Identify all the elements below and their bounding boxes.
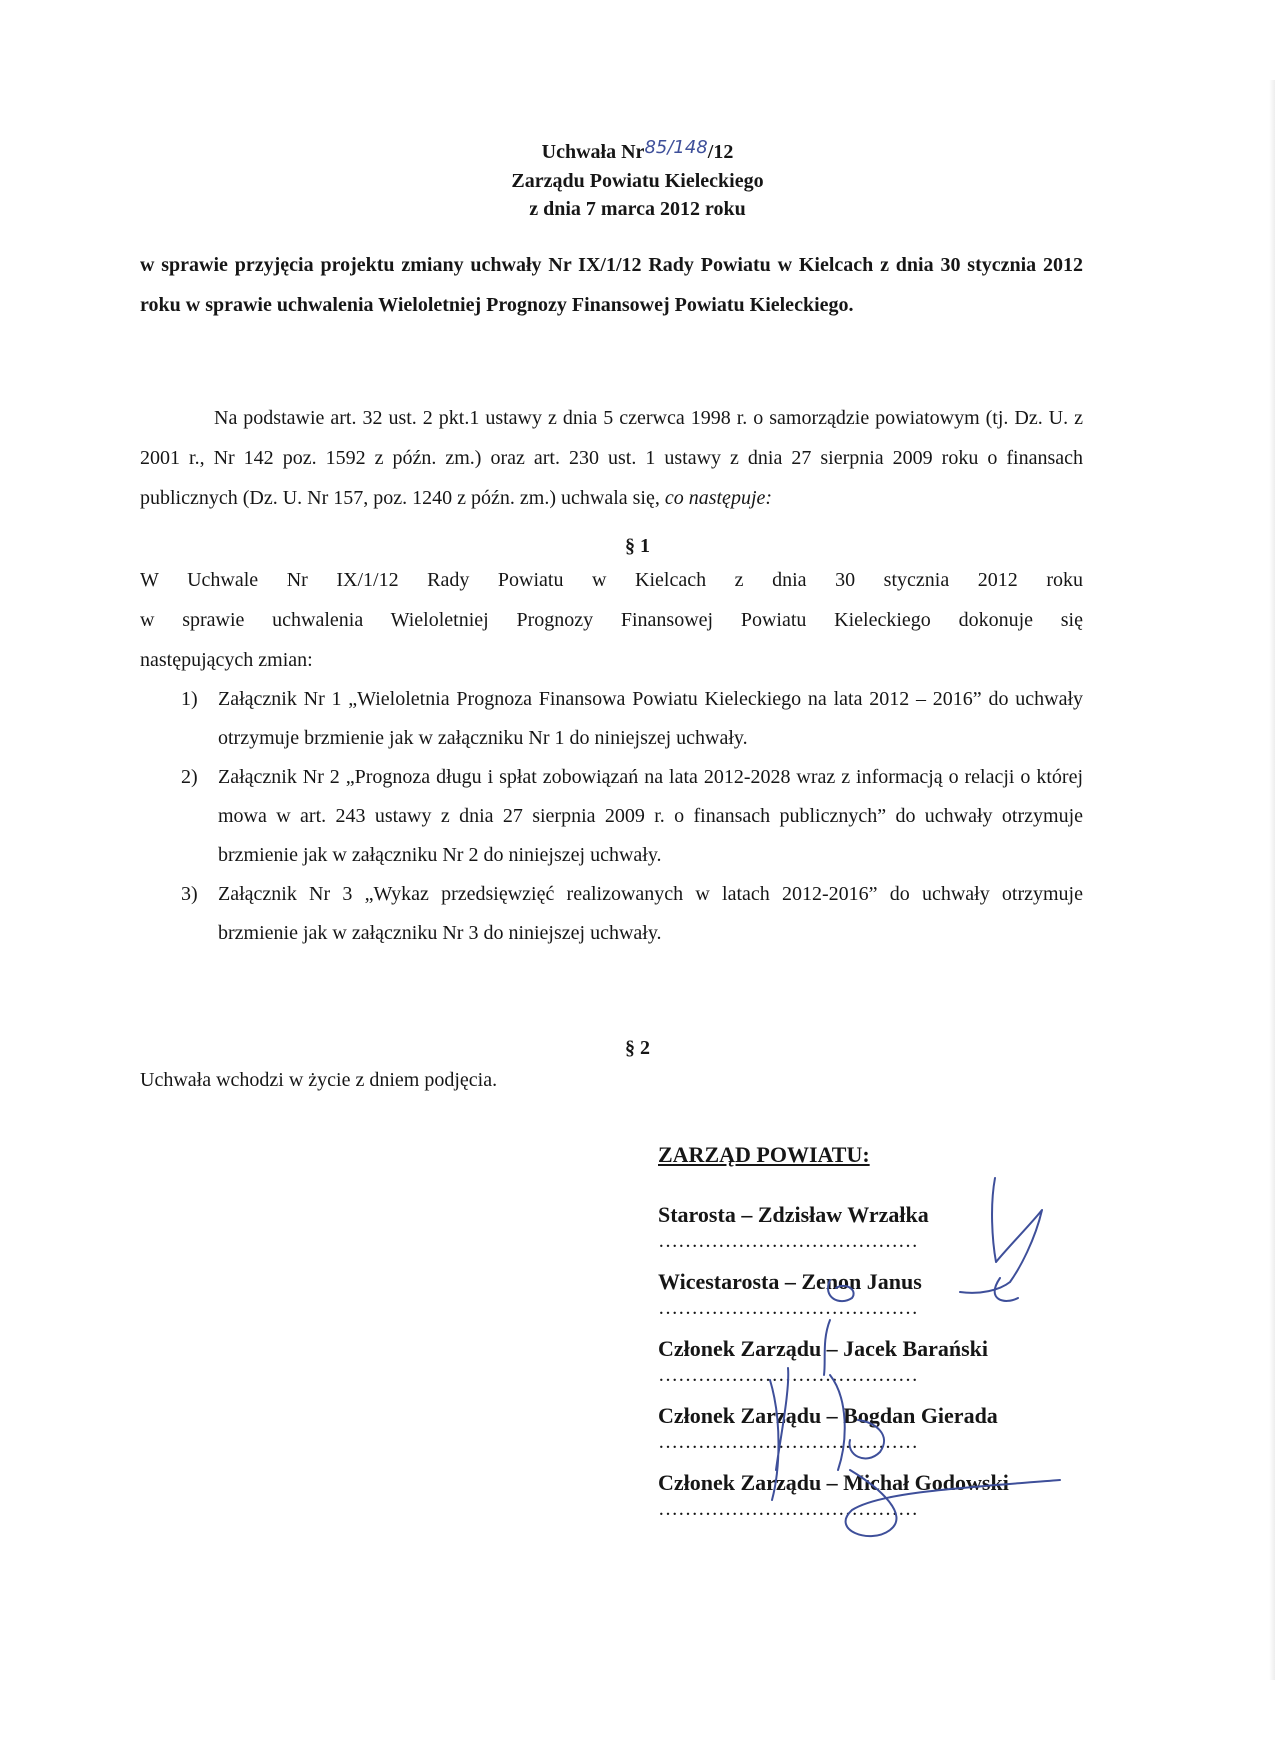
signature-line: …………………………………: [658, 1364, 918, 1386]
section-1-intro-line-2: w sprawie uchwalenia Wieloletniej Prognozy Finansowej Powiatu Kieleckiego dokonuje się: [140, 609, 1083, 631]
section-1-mark: § 1: [625, 535, 650, 557]
member-gierada: Członek Zarządu – Bogdan Gierada: [658, 1403, 998, 1428]
signature-line: …………………………………: [658, 1230, 918, 1252]
list-item-number: 1): [181, 688, 198, 710]
resolution-subject: w sprawie przyjęcia projektu zmiany uchwały Nr IX/1/12 Rady Powiatu w Kielcach z dnia 30 stycznia 2012 roku w sprawie uchwalenia Wieloletniej Prognozy Finansowej Powiatu Kieleckiego.: [140, 254, 1083, 316]
resolution-date: z dnia 7 marca 2012 roku: [529, 198, 746, 220]
legal-basis-closing: co następuje:: [664, 487, 773, 509]
list-item-text: Załącznik Nr 3 „Wykaz przedsięwzięć realizowanych w latach 2012-2016” do uchwały otrzymuje brzmienie jak w załączniku Nr 3 do niniejszej uchwały.: [218, 883, 1083, 944]
member-starosta: Starosta – Zdzisław Wrzałka: [658, 1202, 929, 1227]
section-2-mark: § 2: [625, 1037, 650, 1059]
signature-line: …………………………………: [658, 1297, 918, 1319]
member-wicestarosta: Wicestarosta – Zenon Janus: [658, 1269, 922, 1294]
resolution-number-line: [0, 138, 1275, 167]
board-title: ZARZĄD POWIATU:: [658, 1142, 870, 1167]
legal-basis-paragraph: [140, 398, 1083, 518]
issuing-body: Zarządu Powiatu Kieleckiego: [511, 170, 764, 192]
section-1-intro-line-1: W Uchwale Nr IX/1/12 Rady Powiatu w Kielcach z dnia 30 stycznia 2012 roku: [140, 569, 1083, 591]
list-item-text: Załącznik Nr 1 „Wieloletnia Prognoza Finansowa Powiatu Kieleckiego na lata 2012 – 2016” do uchwały otrzymuje brzmienie jak w załączniku Nr 1 do niniejszej uchwały.: [218, 688, 1083, 749]
list-item-number: 2): [181, 766, 198, 788]
amendments-list: [140, 680, 1083, 953]
list-item-text: Załącznik Nr 2 „Prognoza długu i spłat zobowiązań na lata 2012-2028 wraz z informacją o relacji o której mowa w art. 243 ustawy z dnia 27 sierpnia 2009 r. o finansach publicznych” do uchwały otrzymuje brzmienie jak w załączniku Nr 2 do niniejszej uchwały.: [218, 766, 1083, 866]
list-item: [140, 875, 1083, 953]
signature-line: …………………………………: [658, 1431, 918, 1453]
resolution-number-prefix: Uchwała Nr: [541, 141, 645, 163]
signature-line: …………………………………: [658, 1498, 918, 1520]
entry-into-force-text: Uchwała wchodzi w życie z dniem podjęcia.: [140, 1069, 498, 1091]
legal-basis-text: Na podstawie art. 32 ust. 2 pkt.1 ustawy z dnia 5 czerwca 1998 r. o samorządzie powiatowym (tj. Dz. U. z 2001 r., Nr 142 poz. 1592 z późn. zm.) oraz art. 230 ust. 1 ustawy z dnia 27 sierpnia 2009 roku o finansach publicznych (Dz. U. Nr 157, poz. 1240 z późn. zm.) uchwala się,: [140, 407, 1083, 509]
resolution-number-suffix: /12: [707, 141, 734, 163]
board-signatures: [658, 1140, 1078, 1520]
handwritten-resolution-number: 85/148: [644, 137, 708, 158]
member-godowski: Członek Zarządu – Michał Godowski: [658, 1470, 1009, 1495]
section-1-intro-line-3: następujących zmian:: [140, 649, 313, 671]
list-item: [140, 680, 1083, 758]
member-baranski: Członek Zarządu – Jacek Barański: [658, 1336, 989, 1361]
list-item-number: 3): [181, 883, 198, 905]
list-item: [140, 758, 1083, 875]
scan-edge-shadow: [1269, 80, 1275, 1680]
resolution-header: [0, 138, 1275, 223]
